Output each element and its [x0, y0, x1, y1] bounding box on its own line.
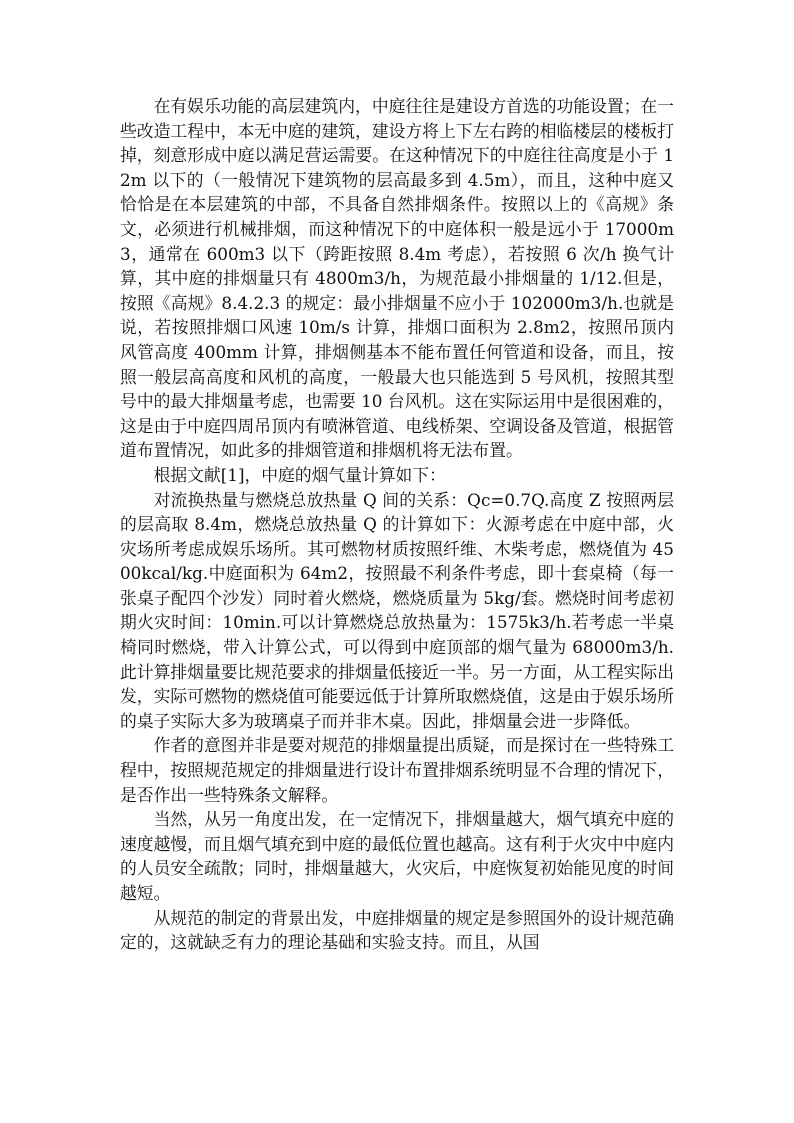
paragraph-6: 从规范的制定的背景出发，中庭排烟量的规定是参照国外的设计规范确定的，这就缺乏有力的理论基础和实验支持。而且，从国 — [120, 907, 674, 953]
paragraph-3: 对流换热量与燃烧总放热量 Q 间的关系：Qc=0.7Q.高度 Z 按照两层的层高取 8.4m，燃烧总放热量 Q 的计算如下：火源考虑在中庭中部，火灾场所考虑成娱乐场所。其可燃物材质按照纤维、木柴考虑，燃烧值为 4500kcal/kg.中庭面积为 64m2，按照最不利条件考虑，即十套桌椅（每一张桌子配四个沙发）同时着火燃烧，燃烧质量为 5kg/套。燃烧时间考虑初期火灾时间：10min.可以计算燃烧总放热量为：1575k3/h.若考虑一半桌椅同时燃烧，带入计算公式，可以得到中庭顶部的烟气量为 68000m3/h.此计算排烟量要比规范要求的排烟量低接近一半。另一方面，从工程实际出发，实际可燃物的燃烧值可能要远低于计算所取燃烧值，这是由于娱乐场所的桌子实际大多为玻璃桌子而并非木桌。因此，排烟量会进一步降低。 — [120, 489, 674, 731]
document-body — [120, 94, 674, 955]
paragraph-4: 作者的意图并非是要对规范的排烟量提出质疑，而是探讨在一些特殊工程中，按照规范规定的排烟量进行设计布置排烟系统明显不合理的情况下，是否作出一些特殊条文解释。 — [120, 735, 674, 805]
paragraph-1: 在有娱乐功能的高层建筑内，中庭往往是建设方首选的功能设置；在一些改造工程中，本无中庭的建筑，建设方将上下左右跨的相临楼层的楼板打掉，刻意形成中庭以满足营运需要。在这种情况下的中庭往往高度是小于 12m 以下的（一般情况下建筑物的层高最多到 4.5m），而且，这种中庭又恰恰是在本层建筑的中部，不具备自然排烟条件。按照以上的《高规》条文，必须进行机械排烟，而这种情况下的中庭体积一般是远小于 17000m3，通常在 600m3 以下（跨距按照 8.4m 考虑），若按照 6 次/h 换气计算，其中庭的排烟量只有 4800m3/h，为规范最小排烟量的 1/12.但是，按照《高规》8.4.2.3 的规定：最小排烟量不应小于 102000m3/h.也就是说，若按照排烟口风速 10m/s 计算，排烟口面积为 2.8m2，按照吊顶内风管高度 400mm 计算，排烟侧基本不能布置任何管道和设备，而且，按照一般层高高度和风机的高度，一般最大也只能选到 5 号风机，按照其型号中的最大排烟量考虑，也需要 10 台风机。这在实际运用中是很困难的，这是由于中庭四周吊顶内有喷淋管道、电线桥架、空调设备及管道，根据管道布置情况，如此多的排烟管道和排烟机将无法布置。 — [120, 96, 674, 461]
paragraph-5: 当然，从另一角度出发，在一定情况下，排烟量越大，烟气填充中庭的速度越慢，而且烟气填充到中庭的最低位置也越高。这有利于火灾中中庭内的人员安全疏散；同时，排烟量越大，火灾后，中庭恢复初始能见度的时间越短。 — [120, 809, 674, 903]
paragraph-2: 根据文献[1]，中庭的烟气量计算如下： — [153, 464, 446, 485]
